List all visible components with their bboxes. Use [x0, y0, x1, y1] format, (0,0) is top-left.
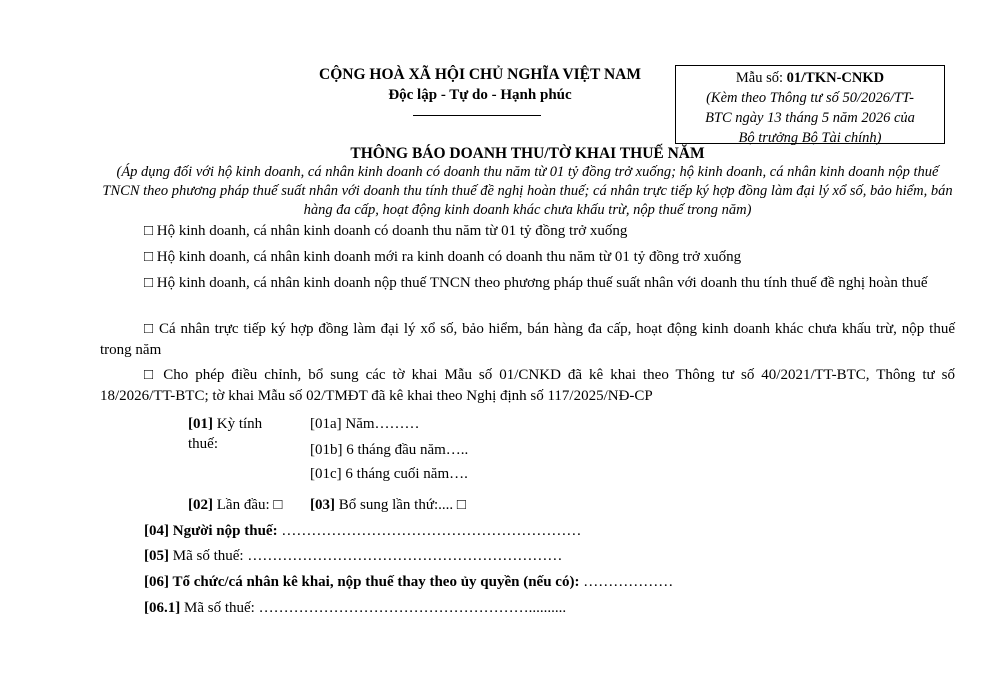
first-time-code: [02] — [188, 497, 213, 513]
taxpayer-label: [04] Người nộp thuế: — [144, 523, 278, 539]
authorized-agent-field[interactable] — [144, 574, 673, 591]
agent-tax-code-field[interactable] — [144, 600, 566, 617]
tax-period-label-2: thuế: — [188, 436, 218, 452]
first-time-checkbox[interactable] — [188, 497, 282, 514]
form-number-box — [675, 65, 945, 144]
document-scope: (Áp dụng đối với hộ kinh doanh, cá nhân kinh doanh có doanh thu năm từ 01 tỷ đồng trở xuống; hộ kinh doanh, cá nhân kinh doanh nộp thuế TNCN theo phương pháp thuế suất nhân với doanh thu tính thuế đề nghị hoàn thuế; cá nhân trực tiếp ký hợp đồng làm đại lý xổ số, bảo hiểm, bán hàng đa cấp, hoạt động kinh doanh khác chưa khấu trừ, nộp thuế trong năm) — [102, 164, 953, 218]
option-checkbox-4[interactable]: □ Cá nhân trực tiếp ký hợp đồng làm đại lý xổ số, bảo hiểm, bán hàng đa cấp, hoạt động kinh doanh khác chưa khấu trừ, nộp thuế trong năm — [100, 321, 955, 358]
tax-period-text: Kỳ tính — [213, 416, 263, 432]
motto-underline — [413, 115, 541, 116]
supplement-code: [03] — [310, 497, 335, 513]
tax-code-code: [05] — [144, 548, 169, 564]
form-number-label: Mẫu số: — [735, 70, 787, 86]
agent-tax-code-code: [06.1] — [144, 600, 181, 616]
tax-code-field[interactable] — [144, 548, 562, 565]
national-motto: Độc lập - Tự do - Hạnh phúc — [388, 87, 572, 103]
document-title: THÔNG BÁO DOANH THU/TỜ KHAI THUẾ NĂM — [350, 145, 705, 162]
form-note-line-2: BTC ngày 13 tháng 5 năm 2026 của — [705, 110, 915, 126]
option-checkbox-3[interactable]: □ Hộ kinh doanh, cá nhân kinh doanh nộp thuế TNCN theo phương pháp thuế suất nhân với doanh thu tính thuế đề nghị hoàn thuế — [144, 275, 928, 291]
option-checkbox-5[interactable]: □ Cho phép điều chỉnh, bổ sung các tờ khai Mẫu số 01/CNKD đã kê khai theo Thông tư số 40/2021/TT-BTC, Thông tư số 18/2026/TT-BTC; tờ khai Mẫu số 02/TMĐT đã kê khai theo Nghị định số 117/2025/NĐ-CP — [100, 367, 955, 404]
form-note-line-1: (Kèm theo Thông tư số 50/2026/TT- — [706, 90, 914, 106]
taxpayer-field[interactable] — [144, 523, 581, 540]
option-checkbox-2[interactable]: □ Hộ kinh doanh, cá nhân kinh doanh mới ra kinh doanh có doanh thu năm từ 01 tỷ đồng trở xuống — [144, 249, 742, 265]
form-note-line-3: Bộ trưởng Bộ Tài chính) — [738, 130, 882, 146]
tax-period-code: [01] — [188, 416, 213, 432]
supplement-checkbox[interactable] — [310, 497, 466, 514]
tax-period-second-half[interactable]: [01c] 6 tháng cuối năm…. — [310, 466, 468, 482]
agent-tax-code-text: Mã số thuế: ……………………………………………….......... — [180, 600, 567, 616]
authorized-agent-dots: ……………… — [579, 574, 674, 590]
tax-period-year[interactable]: [01a] Năm……… — [310, 416, 420, 432]
tax-period-label — [188, 416, 262, 433]
national-name: CỘNG HOÀ XÃ HỘI CHỦ NGHĨA VIỆT NAM — [319, 66, 641, 83]
option-checkbox-1[interactable]: □ Hộ kinh doanh, cá nhân kinh doanh có doanh thu năm từ 01 tỷ đồng trở xuống — [144, 223, 628, 239]
first-time-text: Lần đầu: □ — [213, 497, 283, 513]
tax-code-text: Mã số thuế: ……………………………………………………… — [169, 548, 563, 564]
taxpayer-dots: …………………………………………………… — [277, 523, 582, 539]
supplement-text: Bổ sung lần thứ:.... □ — [335, 497, 466, 513]
tax-period-first-half[interactable]: [01b] 6 tháng đầu năm….. — [310, 442, 469, 458]
form-number-line — [676, 68, 944, 88]
form-number: 01/TKN-CNKD — [786, 70, 885, 86]
authorized-agent-label: [06] Tổ chức/cá nhân kê khai, nộp thuế thay theo ủy quyền (nếu có): — [144, 574, 580, 590]
